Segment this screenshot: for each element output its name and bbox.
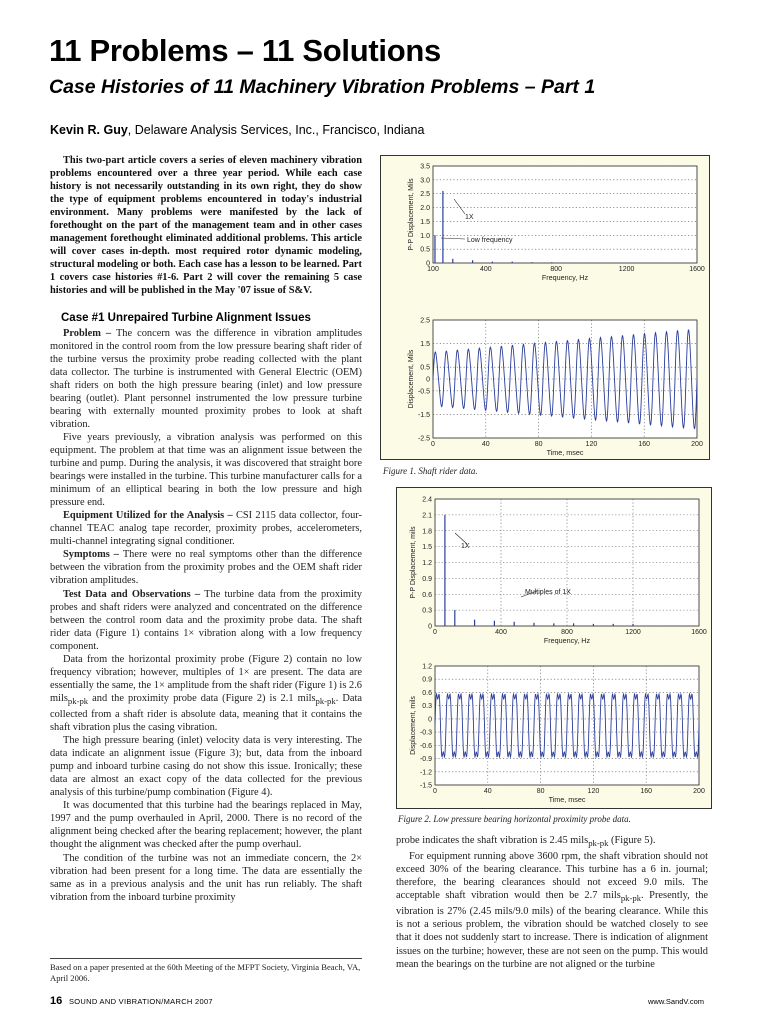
fig2-spectrum-xtick-label: 800 [561,629,573,636]
fig2-waveform-xtick-label: 200 [693,788,705,795]
condition-paragraph: The condition of the turbine was not an immediate concern, the 2× vibration had been present for a long time. The data are essentially the same as in a previous analysis and the unit has run reliably. The shaft vibration from the inboard turbine proximity [50,852,362,903]
right-column [396,834,708,971]
fig2-waveform-xtick-label: 160 [640,788,653,795]
figure1-svg [381,156,709,459]
test-label: Test Data and Observations – [63,588,201,600]
fig1-waveform-ytick-label: 0.5 [420,364,430,372]
fig2-waveform-ytick-label: 0.6 [422,689,432,697]
figure2-svg [397,488,711,808]
fig2-spectrum-ylabel: P-P Displacement, mils [410,526,417,599]
figure1-caption: Figure 1. Shaft rider data. [383,466,478,476]
fig1-spectrum-ytick-label: 0 [426,260,430,268]
history-paragraph: Five years previously, a vibration analysis was performed on this equipment. The problem at that time was an alignment issue between the turbine and pump. During the analysis, it was discovered that straight bore bearings were installed in the turbine. This turbine manufacturer calls for a minimum of an elliptical bearing in both the low pressure and high pressure end. [50,431,362,509]
fig1-spectrum-ytick-label: 2.5 [420,191,430,199]
fig1-waveform-xtick-label: 200 [691,441,703,448]
test-paragraph [50,588,362,653]
fig2-waveform-ytick-label: 1.2 [422,663,432,671]
unit-subscript: pk-pk [588,838,609,849]
fig2-annotation-1x: 1X [461,543,470,550]
fig1-spectrum-xtick-label: 800 [550,266,563,273]
fig1-waveform-ytick-label: -2.5 [417,435,430,443]
fig1-spectrum-ytick-label: 0.5 [420,246,430,254]
fig2-spectrum-ytick-label: 1.8 [422,528,432,536]
equipment-label: Equipment Utilized for the Analysis – [63,510,233,522]
fig1-waveform-ytick-label: 0 [426,376,430,384]
problem-text: The concern was the difference in vibration amplitudes monitored in the control room from the low pressure bearing shaft rider of the turbine versus the proximity probe reading collected with the plant data collector. The turbine is instrumented with General Electric (OEM) shaft riders on both the high pressure bearing (inlet) and low pressure bearing (outlet). Plant personnel instrumented the low pressure turbine bearing with externally mounted proximity probes to look at shaft vibration. [50,327,362,430]
fig1-waveform-ylabel: Displacement, Mils [408,349,415,409]
fig2-waveform-xtick-label: 0 [433,788,437,795]
fig1-waveform-ytick-label: 2.5 [420,317,430,325]
fig2-spectrum-ytick-label: 1.5 [422,544,432,552]
symptoms-paragraph [50,548,362,587]
fig1-waveform-xlabel: Time, msec [546,448,584,457]
fig1-waveform-xtick-label: 120 [585,441,598,448]
fig1-spectrum-ytick-label: 3.0 [420,177,430,185]
probe-paragraph [396,834,708,850]
probe-text-a: probe indicates the shaft vibration is 2.45 mils [396,835,589,846]
fig2-spectrum-ytick-label: 2.4 [422,496,432,504]
fig1-waveform-xtick-label: 160 [638,441,651,448]
probe-text-b: (Figure 5). [608,835,656,846]
fig1-spectrum-xtick-label: 400 [479,266,492,273]
fig2-waveform-ytick-label: -0.9 [419,756,432,764]
footnote: Based on a paper presented at the 60th Meeting of the MFPT Society, Virginia Beach, VA, April 2006. [50,962,361,983]
fig2-waveform-ylabel: Displacement, mils [410,696,417,755]
byline [50,123,424,137]
equipment-text: CSI 2115 data collector, four-channel TEAC analog tape recorder, proximity probes, accelerometers, multi-channel integrating signal conditioner. [50,510,362,548]
fig2-waveform-ytick-label: -1.2 [419,769,432,777]
fig1-spectrum-ytick-label: 3.5 [420,163,430,171]
fig2-waveform-ytick-label: 0.9 [422,676,432,684]
fig2-waveform-ytick-label: -1.5 [419,782,432,790]
fig2-spectrum-xlabel: Frequency, Hz [543,636,591,645]
fig1-spectrum-xtick-label: 1600 [689,266,705,273]
page-number: 16 [50,995,63,1007]
clearance-text-b: . Presently, the vibration is 27% (2.45 mils/9.0 mils) of the bearing clearance. While this is not a serious problem, the vibration should be watched closely to see that it does not suddenly start to increase. There is indication of alignment issues on the turbine; however, these are not seen on the pump. This would mean the bearings on the turbine are not aligned or the turbine [396,890,708,970]
documented-paragraph: It was documented that this turbine had the bearings replaced in May, 1997 and the pump overhauled in April, 2000. There is no record of the alignment being checked after the bearing replacement; however, the plant thought the alignment was checked after the pump overhaul. [50,800,362,851]
journal-name: SOUND AND VIBRATION/MARCH 2007 [69,997,213,1006]
problem-label: Problem – [63,327,112,339]
fig2-waveform-xtick-label: 120 [587,788,600,795]
problem-paragraph [50,327,362,431]
unit-subscript: pk-pk [315,695,336,706]
fig2-spectrum-ytick-label: 2.1 [422,512,432,520]
hp-bearing-paragraph: The high pressure bearing (inlet) velocity data is very interesting. The data indicate an alignment issue (Figure 3); but, data from the inboard pump and inboard turbine casing do not show this issue. Ironically; these data are almost an exact copy of the data collected for the previous analysis of this turbine/pump combination (Figure 4). [50,735,362,799]
data-text-b: and the proximity probe data (Figure 2) is 2.1 mils [88,692,316,704]
fig2-waveform-ytick-label: 0 [428,716,432,724]
fig2-spectrum-ytick-label: 0.9 [422,575,432,583]
fig1-waveform-ytick-label: -1.5 [417,411,430,419]
figure1-chart [380,155,710,460]
figure2-caption: Figure 2. Low pressure bearing horizontal proximity probe data. [398,814,631,824]
fig1-spectrum-ylabel: P-P Displacement, Mils [408,178,415,251]
fig2-spectrum-ytick-label: 0.6 [422,591,432,599]
fig1-spectrum-xtick-label: 100 [427,266,439,273]
unit-subscript: pk-pk [67,695,89,706]
fig1-spectrum-ytick-label: 1.5 [420,218,430,226]
fig1-annotation-low-frequency: Low frequency [467,237,513,244]
fig2-waveform-xtick-label: 40 [483,788,492,795]
fig2-waveform-xlabel: Time, msec [548,795,586,804]
fig2-annotation-multiples: Multiples of 1X [525,589,571,596]
fig1-waveform-ytick-label: 1.5 [420,341,430,349]
footnote-divider [50,958,362,959]
fig1-spectrum-xlabel: Frequency, Hz [541,273,589,282]
fig2-spectrum-xtick-label: 1600 [691,629,707,636]
author-name: Kevin R. Guy [50,123,128,137]
fig1-waveform-xtick-label: 0 [431,441,435,448]
fig1-waveform-xtick-label: 80 [534,441,543,448]
article-title: 11 Problems – 11 Solutions [49,33,441,68]
website: www.SandV.com [648,997,705,1006]
fig2-spectrum-xtick-label: 400 [495,629,507,636]
figure2-chart [396,487,712,809]
fig1-waveform-ytick-label: -0.5 [417,388,430,396]
abstract: This two-part article covers a series of eleven machinery vibration problems encountered over a three year period. While each case history is not necessarily outstanding in its own right, they do show the type of equipment problems encountered in today's industrial environment. Many problems were manifested by the lack of forethought on the part of the management team and in other cases management forethought eliminated additional problems. This article will cover cases in-depth. most required rotor dynamic modeling, structural modeling or both. Each case has a lesson to be learned. Part 1 covers case histories #1-6. Part 2 will cover the remaining 5 case histories and will be published in the May '07 issue of S&V. [50,155,362,297]
data-text-a: Data from the horizontal proximity probe (Figure 2) contain no low frequency vibration; however, multiples of 1× are present. The data are essentially the same, the 1× amplitude from the shaft rider (Figure 1) is 2.6 mils [50,653,362,704]
unit-subscript: pk-pk [620,893,642,904]
left-column [50,154,362,904]
fig2-spectrum-ytick-label: 1.2 [422,560,432,567]
equipment-paragraph [50,509,362,548]
fig1-spectrum-ytick-label: 1.0 [420,232,430,240]
fig1-spectrum-xtick-label: 1200 [618,266,635,273]
fig1-annotation-1x: 1X [465,214,474,221]
test-text: The turbine data from the proximity probes and shaft riders were analyzed and concentrated on the difference between the control room data and the proximity probe data. The shaft rider data (Figure 1) contains 1× vibration along with a low frequency component. [50,588,362,652]
fig2-waveform-ytick-label: -0.3 [419,729,432,737]
clearance-text-a: For equipment running above 3600 rpm, the shaft vibration should not exceed 30% of the bearing clearance. This turbine has a 6 in. journal; therefore, the bearing clearances should not exceed 9.0 mils. The acceptable shaft vibration would then be 2.7 mils [396,851,708,902]
fig2-spectrum-ytick-label: 0 [428,623,432,631]
data-paragraph [50,653,362,734]
fig1-waveform-xtick-label: 40 [481,441,490,448]
fig2-waveform-ytick-label: 0.3 [422,703,432,711]
symptoms-label: Symptoms – [63,549,119,561]
article-subtitle: Case Histories of 11 Machinery Vibration Problems – Part 1 [49,76,596,98]
fig1-spectrum-ytick-label: 2.0 [420,205,430,213]
fig2-spectrum-xtick-label: 1200 [625,629,641,636]
data-text-c: . Data collected from a shaft rider is absolute data, meaning that it contains the shaft vibration plus the casing vibration. [50,692,363,734]
author-affiliation: , Delaware Analysis Services, Inc., Francisco, Indiana [127,123,425,137]
fig2-spectrum-ytick-label: 0.3 [422,607,432,615]
clearance-paragraph [396,850,708,971]
fig2-waveform-ytick-label: -0.6 [419,742,432,750]
case1-heading: Case #1 Unrepaired Turbine Alignment Issues [61,311,311,324]
fig2-waveform-xtick-label: 80 [536,788,545,795]
symptoms-text: There were no real symptoms other than the difference between the vibration from the proximity probes and the OEM shaft rider vibration amplitudes. [50,549,362,587]
fig2-spectrum-xtick-label: 0 [433,629,437,636]
